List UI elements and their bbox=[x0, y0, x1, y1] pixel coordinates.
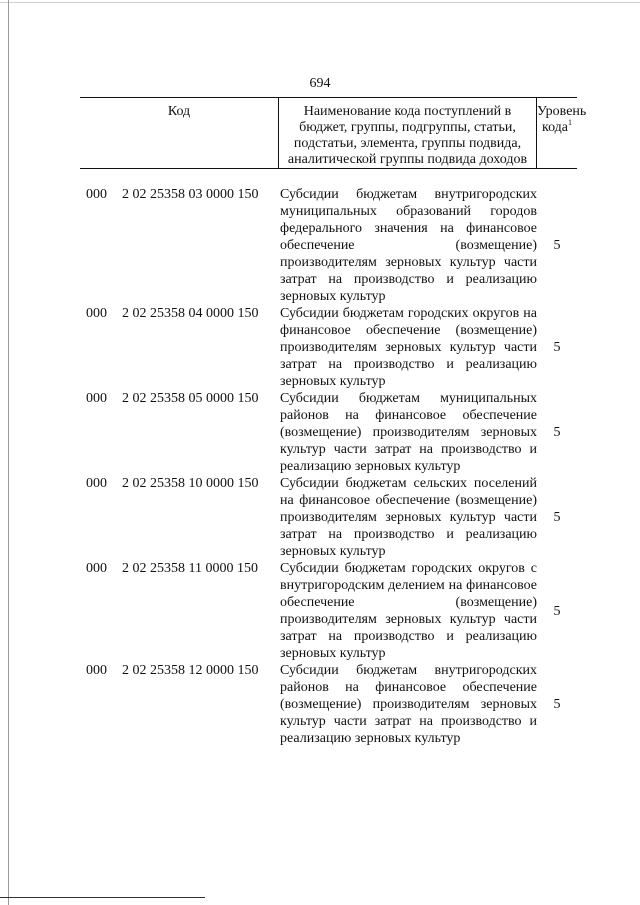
row-level: 5 bbox=[553, 510, 561, 525]
row-name: Субсидии бюджетам городских округов с внутригородским делением на финансовое обеспечение (возмещение) производителям зерновых культур части затрат на производство и реализацию зерновых культур bbox=[280, 561, 537, 661]
table-row bbox=[80, 186, 577, 305]
row-level: 5 bbox=[553, 340, 561, 355]
footnote-separator bbox=[0, 897, 205, 898]
row-name: Субсидии бюджетам городских округов на финансовое обеспечение (возмещение) производителям зерновых культур части затрат на производство и реализацию зерновых культур bbox=[280, 306, 537, 389]
page-edge-left bbox=[8, 0, 9, 905]
row-admin-code: 000 bbox=[86, 663, 107, 678]
table-row bbox=[80, 662, 577, 747]
row-level: 5 bbox=[553, 238, 561, 253]
row-admin-code: 000 bbox=[86, 476, 107, 491]
table-row bbox=[80, 475, 577, 560]
row-admin-code: 000 bbox=[86, 391, 107, 406]
row-name: Субсидии бюджетам сельских поселений на финансовое обеспечение (возмещение) производителям зерновых культур части затрат на производство и реализацию зерновых культур bbox=[280, 476, 537, 559]
row-admin-code: 000 bbox=[86, 306, 107, 321]
header-code: Код bbox=[80, 98, 279, 168]
row-code: 2 02 25358 03 0000 150 bbox=[122, 187, 259, 202]
row-admin-code: 000 bbox=[86, 187, 107, 202]
row-name: Субсидии бюджетам внутригородских муниципальных образований городов федерального значения на финансовое обеспечение (возмещение) производителям зерновых культур части затрат на производство и реализацию зерновых культур bbox=[280, 187, 537, 304]
row-admin-code: 000 bbox=[86, 561, 107, 576]
table-row bbox=[80, 560, 577, 662]
table-body bbox=[80, 186, 577, 747]
row-code: 2 02 25358 10 0000 150 bbox=[122, 476, 259, 491]
footnote-mark: 1 bbox=[568, 118, 573, 127]
row-code: 2 02 25358 11 0000 150 bbox=[122, 561, 258, 576]
page-number: 694 bbox=[309, 76, 331, 91]
page-edge-top bbox=[0, 2, 640, 3]
row-level: 5 bbox=[553, 603, 561, 619]
row-level: 5 bbox=[553, 425, 561, 440]
header-level-label: Уровень кода bbox=[537, 104, 587, 135]
header-level bbox=[537, 98, 587, 168]
row-name: Субсидии бюджетам внутригородских районов на финансовое обеспечение (возмещение) производителям зерновых культур части затрат на производство и реализацию зерновых культур bbox=[280, 663, 537, 746]
row-name: Субсидии бюджетам муниципальных районов на финансовое обеспечение (возмещение) производителям зерновых культур части затрат на производство и реализацию зерновых культур bbox=[280, 391, 537, 474]
row-level: 5 bbox=[553, 697, 561, 712]
row-code: 2 02 25358 04 0000 150 bbox=[122, 306, 259, 321]
table-header bbox=[80, 97, 587, 169]
row-code: 2 02 25358 05 0000 150 bbox=[122, 391, 259, 406]
header-name: Наименование кода поступлений в бюджет, группы, подгруппы, статьи, подстатьи, элемента, группы подвида, аналитической группы подвида доходов bbox=[279, 98, 537, 168]
table-row bbox=[80, 390, 577, 475]
row-code: 2 02 25358 12 0000 150 bbox=[122, 663, 259, 678]
table-row bbox=[80, 305, 577, 390]
